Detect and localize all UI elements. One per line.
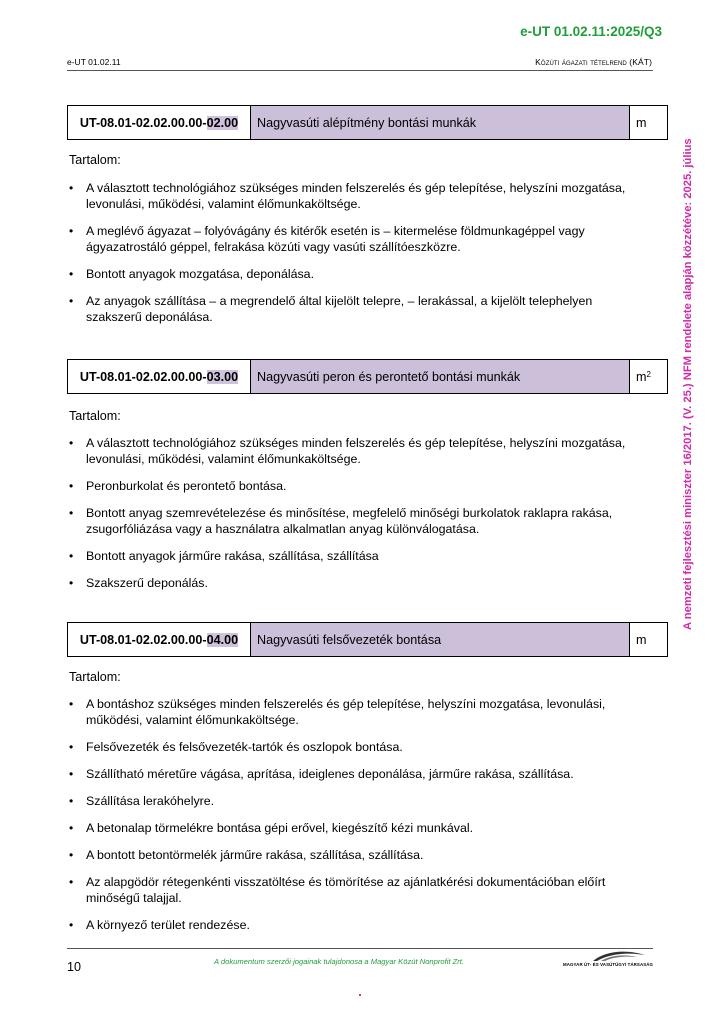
- list-item: • Az alapgödör rétegenkénti visszatöltése és tömörítése az ajánlatkérési dokumentációban előírt minőségű talajjal.: [69, 874, 629, 906]
- header-divider: [67, 70, 653, 71]
- list-item: • Az anyagok szállítása – a megrendelő által kijelölt telepre, – lerakással, a kijelölt telephelyen szakszerű deponálása.: [69, 293, 629, 325]
- item-code-suffix: 04.00: [206, 632, 239, 647]
- page-number: 10: [67, 960, 82, 974]
- list-item: • A választott technológiához szükséges minden felszerelés és gép telepítése, helyszíni mozgatása, levonulási, működési, valamint élőmunkaköltsége.: [69, 435, 629, 467]
- content-list: [69, 696, 629, 944]
- item-code-prefix: UT-08.01-02.02.00.00-: [79, 115, 207, 130]
- company-logo: [563, 949, 655, 973]
- unit-superscript: 2: [646, 370, 651, 379]
- item-unit: [630, 360, 667, 393]
- list-item: • A betonalap törmelékre bontása gépi erővel, kiegészítő kézi munkával.: [69, 820, 629, 836]
- header-right-title: Közúti ágazati tételrend (KÁT): [535, 57, 652, 67]
- logo-text: MAGYAR ÚT- ÉS VASÚTÜGYI TÁRSASÁG: [563, 962, 654, 967]
- item-title: Nagyvasúti alépítmény bontási munkák: [251, 106, 630, 139]
- publication-side-note: A nemzeti fejlesztési miniszter 16/2017. (V. 25.) NFM rendelete alapján közzétéve: 2025. július: [682, 138, 694, 630]
- item-code: [68, 106, 251, 139]
- item-code: [68, 360, 251, 393]
- list-item: • Bontott anyag szemrevételezése és minősítése, megfelelő minőségi burkolatok raklapra rakása, zsugorfóliázása vagy a használatra alkalmatlan anyag különválogatása.: [69, 505, 629, 537]
- list-item: • Szállítása lerakóhelyre.: [69, 793, 629, 809]
- list-item: • Felsővezeték és felsővezeték-tartók és oszlopok bontása.: [69, 739, 629, 755]
- item-code-suffix: 03.00: [206, 369, 239, 384]
- item-unit: [630, 106, 667, 139]
- unit-text: m: [636, 369, 647, 384]
- list-item: • Peronburkolat és perontető bontása.: [69, 478, 629, 494]
- list-item: • A választott technológiához szükséges minden felszerelés és gép telepítése, helyszíni mozgatása, levonulási, működési, valamint élőmunkaköltsége.: [69, 180, 629, 212]
- item-header-table: [67, 105, 668, 140]
- content-list: [69, 435, 629, 602]
- list-item: • Bontott anyagok mozgatása, deponálása.: [69, 266, 629, 282]
- list-item: • A bontáshoz szükséges minden felszerelés és gép telepítése, helyszíni mozgatása, levonulási, működési, valamint élőmunkaköltsége.: [69, 696, 629, 728]
- item-header-table: [67, 359, 668, 394]
- content-label: Tartalom:: [69, 153, 121, 167]
- stray-mark: [359, 994, 361, 996]
- item-code-suffix: 02.00: [206, 115, 239, 130]
- item-code-prefix: UT-08.01-02.02.00.00-: [79, 369, 207, 384]
- item-code: [68, 623, 251, 656]
- unit-text: m: [636, 632, 647, 647]
- content-label: Tartalom:: [69, 670, 121, 684]
- item-unit: [630, 623, 667, 656]
- item-code-prefix: UT-08.01-02.02.00.00-: [79, 632, 207, 647]
- list-item: • A meglévő ágyazat – folyóvágány és kitérők esetén is – kitermelése földmunkagéppel vagy ágyazatrostáló géppel, felrakása közúti vagy vasúti szállítóeszközre.: [69, 223, 629, 255]
- list-item: • Bontott anyagok járműre rakása, szállítása, szállítása: [69, 548, 629, 564]
- list-item: • A környező terület rendezése.: [69, 917, 629, 933]
- copyright-notice: A dokumentum szerzői jogainak tulajdonosa a Magyar Közút Nonprofit Zrt.: [214, 957, 465, 966]
- item-title: Nagyvasúti felsővezeték bontása: [251, 623, 630, 656]
- list-item: • A bontott betontörmelék járműre rakása, szállítása, szállítása.: [69, 847, 629, 863]
- content-label: Tartalom:: [69, 409, 121, 423]
- list-item: • Szakszerű deponálás.: [69, 575, 629, 591]
- item-header-table: [67, 622, 668, 657]
- logo-swoosh-icon: [563, 949, 655, 963]
- unit-text: m: [636, 115, 647, 130]
- header-left-code: e-UT 01.02.11: [67, 57, 121, 67]
- document-code: e-UT 01.02.11:2025/Q3: [520, 24, 662, 39]
- item-title: Nagyvasúti peron és perontető bontási munkák: [251, 360, 630, 393]
- list-item: • Szállítható méretűre vágása, aprítása, ideiglenes deponálása, járműre rakása, szállítása.: [69, 766, 629, 782]
- content-list: [69, 180, 629, 336]
